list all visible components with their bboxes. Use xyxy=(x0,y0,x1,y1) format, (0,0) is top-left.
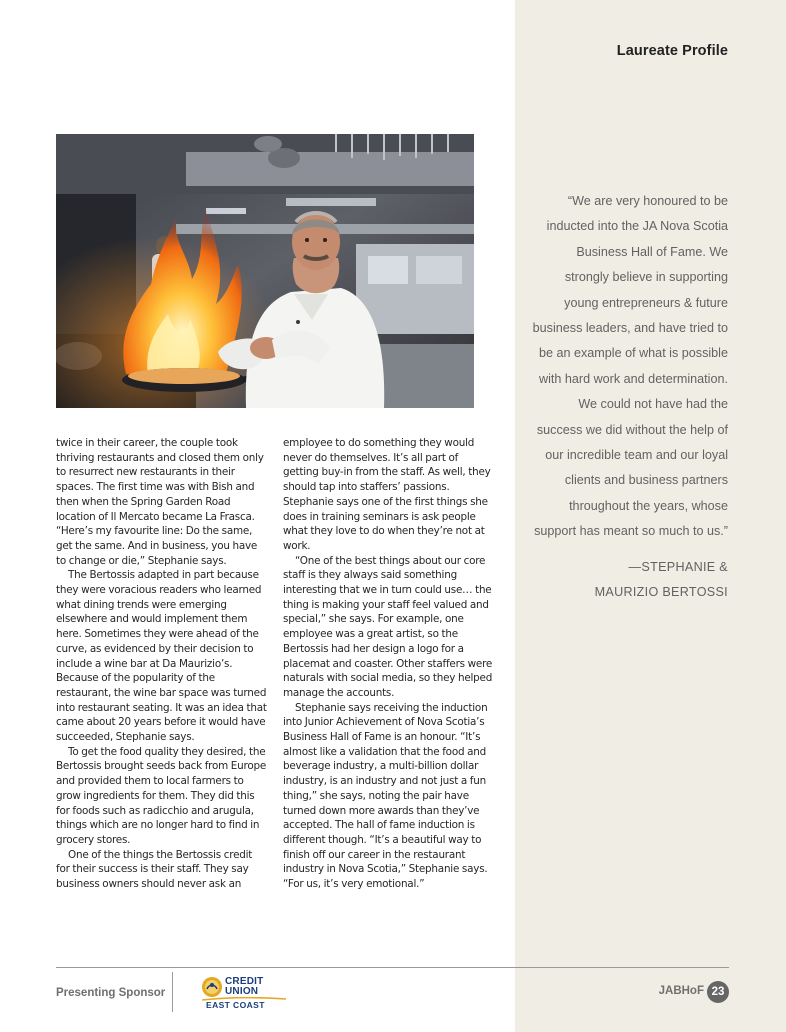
logo-text: CREDIT xyxy=(225,976,264,987)
section-title: Laureate Profile xyxy=(616,43,728,59)
credit-union-east-coast-logo xyxy=(196,973,290,1013)
chef-flambe-photo xyxy=(56,134,474,408)
attribution-line: MAURIZIO BERTOSSI xyxy=(594,585,728,600)
page-number-badge: 23 xyxy=(707,981,729,1003)
sponsor-divider xyxy=(172,972,173,1012)
pull-quote-text: “We are very honoured to be inducted into the JA Nova Scotia Business Hall of Fame. We strongly believe in supporting young entrepreneurs & future business leaders, and have tried to be an example of what is possible with hard work and determination. We could not have had the success we did without the help of our incredible team and our loyal clients and business partners throughout the years, whose support has meant so much to us.” xyxy=(532,194,728,539)
footer-divider xyxy=(56,967,729,968)
logo-text: UNION xyxy=(225,986,259,997)
credit-union-seal-icon xyxy=(201,976,223,998)
paragraph: twice in their career, the couple took thriving restaurants and closed them only to resurrect new restaurants in their spaces. The first time was with Bish and then when the Spring Garden Road location of Il Mercato became La Frasca. “Here’s my favourite line: Do the same, get the same. And in business, you have to change or die,” Stephanie says. xyxy=(56,437,264,567)
journal-name: JABHoF xyxy=(658,985,704,997)
paragraph: Stephanie says receiving the induction into Junior Achievement of Nova Scotia’s Business Hall of Fame is an honour. “It’s almost like a validation that the food and beverage industry, a multi-billion dollar industry, is an industry and not just a fun thing,” she says, noting the pair have turned down more awards than they’ve accepted. The hall of fame induction is different though. “It’s a beautiful way to finish off our career in the restaurant industry in Nova Scotia,” Stephanie says. “For us, it’s very emotional.” xyxy=(283,701,488,891)
pull-quote xyxy=(532,189,728,606)
attribution-line: —STEPHANIE & xyxy=(628,559,728,574)
paragraph: employee to do something they would never do themselves. It’s all part of getting buy-in from the staff. As well, they should tap into staffers’ passions. Stephanie says one of the first things she does in training seminars is ask people what they love to do when they’re not at work. xyxy=(283,437,491,552)
article-column-2 xyxy=(283,436,495,892)
sponsor-label: Presenting Sponsor xyxy=(56,987,166,999)
paragraph: “One of the best things about our core staff is they always said something interesting that we in turn could use… the thing is making your staff feel valued and special,” she says. For example, one employee was a great artist, so the Bertossis had her design a logo for a placemat and coaster. Other staffers were naturals with social media, so they helped manage the accounts. xyxy=(283,554,493,699)
article-column-1 xyxy=(56,436,268,892)
logo-text: EAST COAST xyxy=(206,1000,265,1010)
paragraph: The Bertossis adapted in part because they were voracious readers who learned what dining trends were emerging elsewhere and would implement them here. Sometimes they were ahead of the curve, as evidenced by their decision to include a wine bar at Da Maurizio’s. Because of the popularity of the restaurant, the wine bar space was turned into restaurant seating. It was an idea that came about 20 years before it would have succeeded, Stephanie says. xyxy=(56,569,267,744)
paragraph: One of the things the Bertossis credit for their success is their staff. They say business owners should never ask an xyxy=(56,848,253,891)
pull-quote-attribution xyxy=(532,555,728,606)
paragraph: To get the food quality they desired, the Bertossis brought seeds back from Europe and provided them to local farmers to grow ingredients for them. They did this for foods such as radicchio and arugula, things which are no longer hard to find in grocery stores. xyxy=(56,745,267,846)
